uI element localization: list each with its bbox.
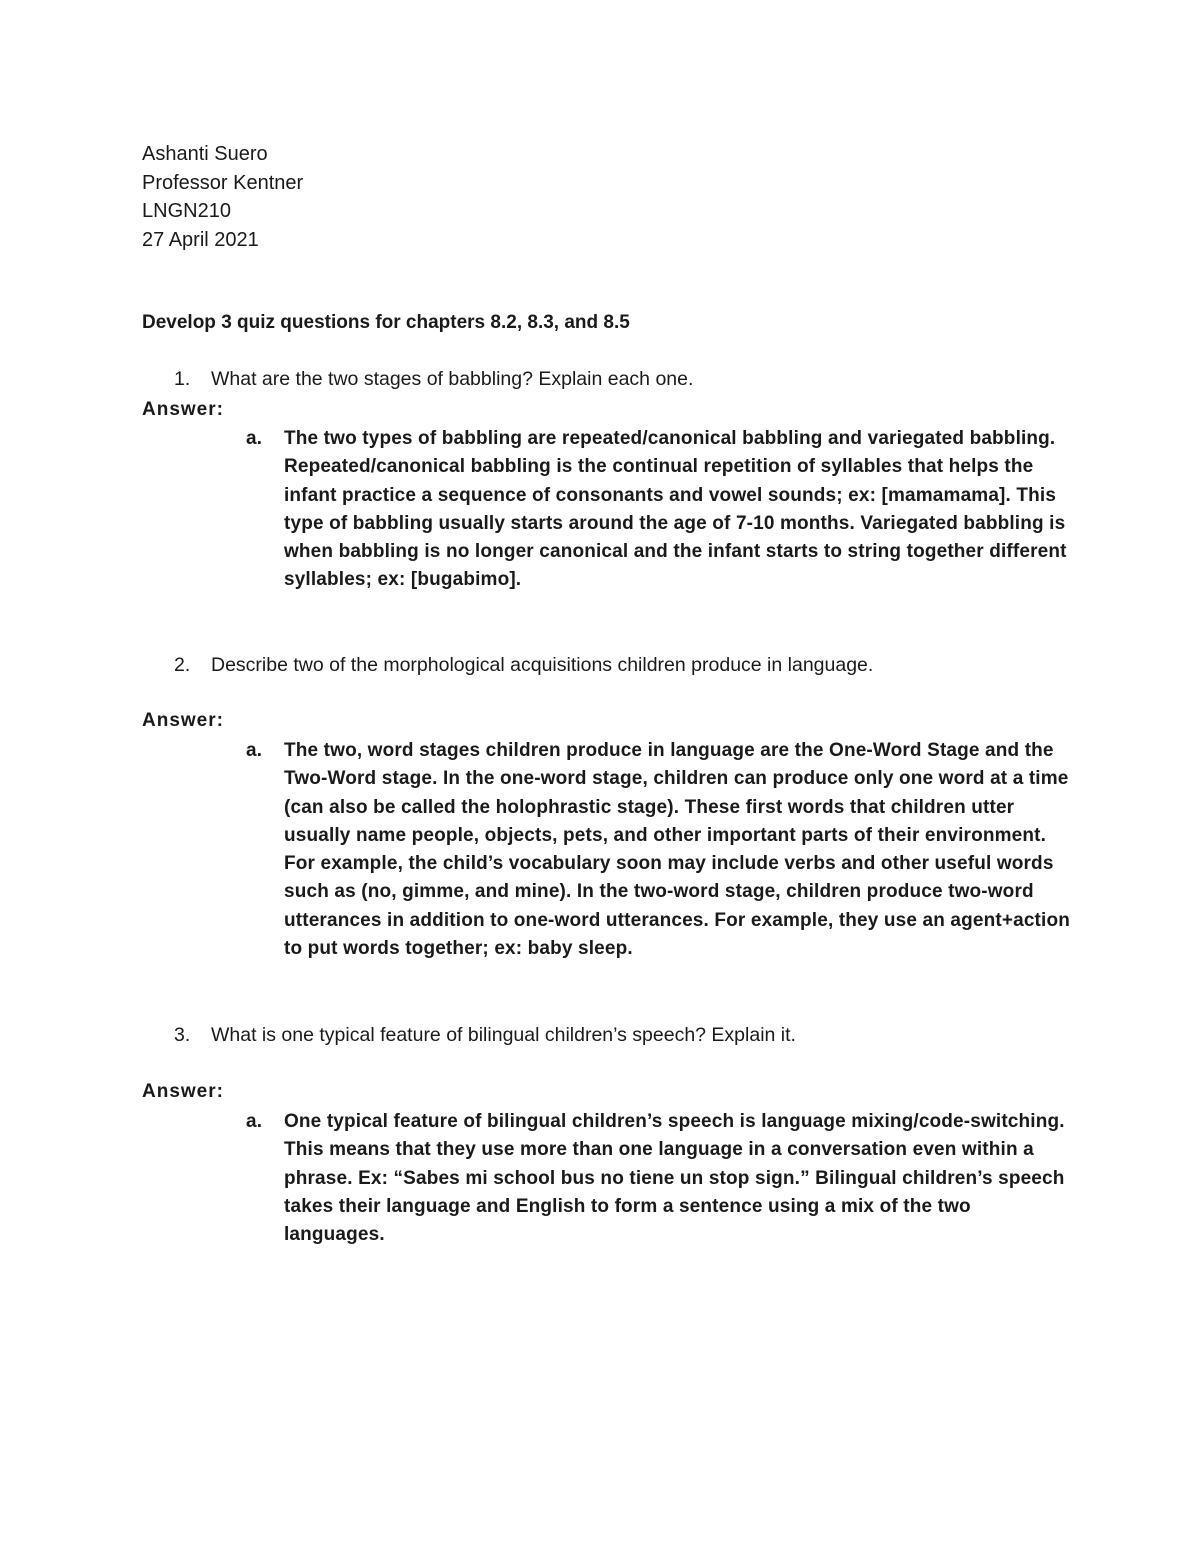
question-2 [174, 654, 873, 677]
answer-text: The two, word stages children produce in language are the One-Word Stage and the Two-Word stage. In the one-word stage, children can produce only one word at a time (can also be called the holophrastic stage). These first words that children utter usually name people, objects, pets, and other important parts of their environment. For example, the child’s vocabulary soon may include verbs and other useful words such as (no, gimme, and mine). In the two-word stage, children produce two-word utterances in addition to one-word utterances. For example, they use an agent+action to put words together; ex: baby sleep. [284, 740, 1070, 960]
answer-text: One typical feature of bilingual children’s speech is language mixing/code-switching. This means that they use more than one language in a conversation even within a phrase. Ex: “Sabes mi school bus no tiene un stop sign.” Bilingual children’s speech takes their language and English to form a sentence using a mix of the two languages. [284, 1111, 1065, 1246]
answer-3 [246, 1108, 1076, 1249]
assignment-instructions: Develop 3 quiz questions for chapters 8.2, 8.3, and 8.5 [142, 312, 630, 333]
question-number: 3. [174, 1024, 191, 1046]
answer-marker: a. [246, 740, 263, 761]
answer-text: The two types of babbling are repeated/canonical babbling and variegated babbling. Repeated/canonical babbling is the continual repetition of syllables that helps the infant practice a sequence of consonants and vowel sounds; ex: [mamamama]. This type of babbling usually starts around the age of 7-10 months. Variegated babbling is when babbling is no longer canonical and the infant starts to string together different syllables; ex: [bugabimo]. [284, 428, 1067, 591]
course-code: LNGN210 [142, 200, 231, 222]
answer-marker: a. [246, 1111, 263, 1132]
question-3 [174, 1024, 796, 1047]
question-1 [174, 368, 693, 391]
answer-1 [246, 425, 1076, 595]
answer-label: Answer: [142, 710, 224, 731]
question-number: 2. [174, 654, 191, 676]
answer-label: Answer: [142, 1081, 224, 1102]
answer-label: Answer: [142, 399, 224, 420]
document-date: 27 April 2021 [142, 228, 259, 251]
student-name: Ashanti Suero [142, 143, 268, 165]
question-text: Describe two of the morphological acquisitions children produce in language. [211, 654, 874, 676]
question-text: What are the two stages of babbling? Explain each one. [211, 368, 694, 390]
question-number: 1. [174, 368, 191, 390]
question-text: What is one typical feature of bilingual children’s speech? Explain it. [211, 1024, 796, 1046]
answer-2 [246, 737, 1076, 963]
document-header [142, 140, 303, 254]
professor-name: Professor Kentner [142, 171, 304, 194]
answer-marker: a. [246, 428, 263, 449]
